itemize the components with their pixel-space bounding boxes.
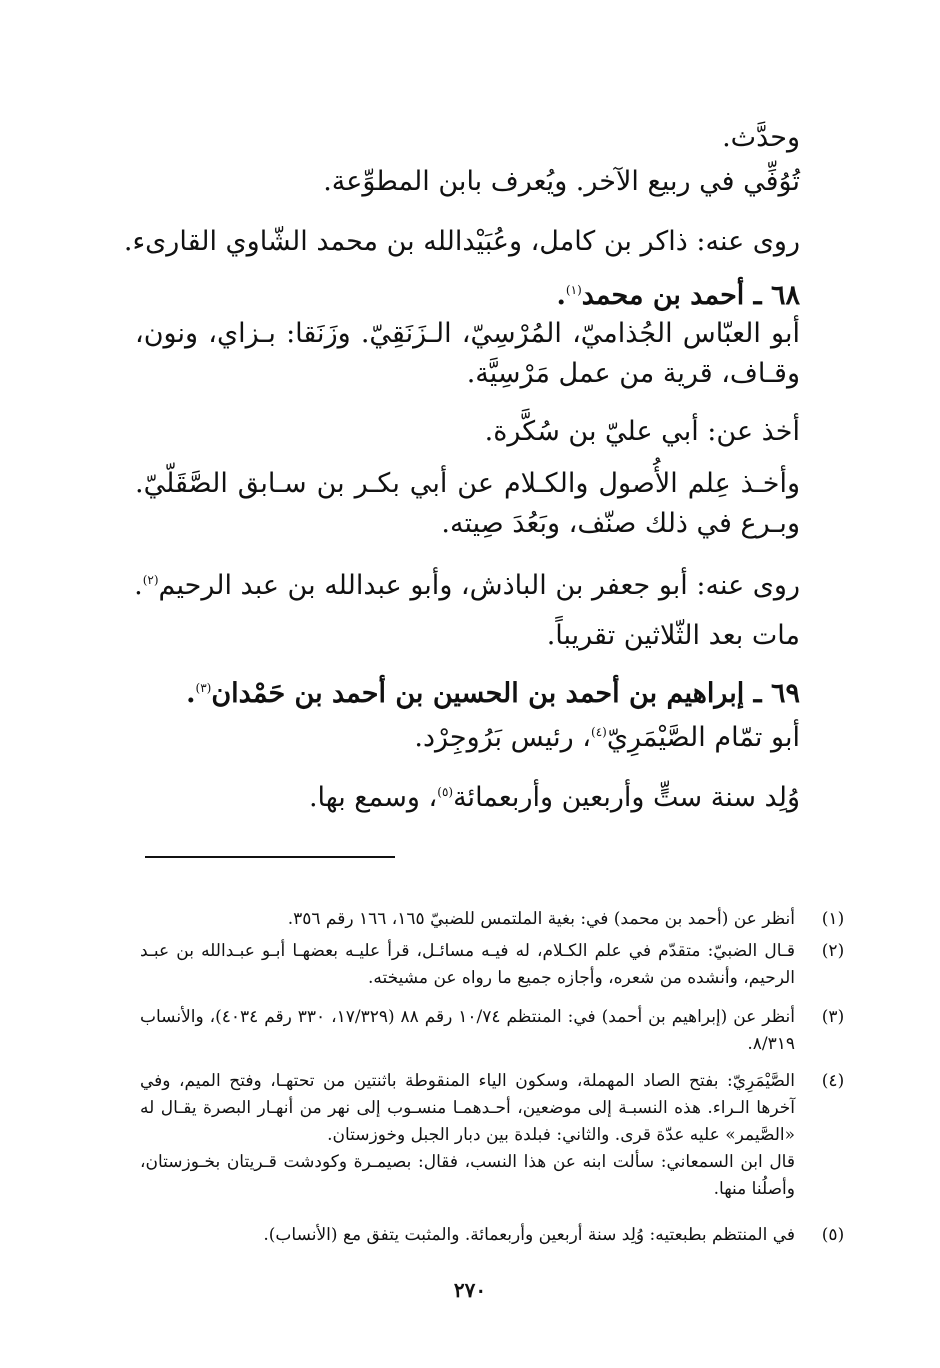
text-line: مات بعد الثّلاثين تقريباً. xyxy=(546,620,800,651)
footnote-ref: (٣) xyxy=(195,681,212,695)
entry-heading-69: ٦٩ ـ إبراهيم بن أحمد بن الحسين بن أحمد بن حَمْدان$^{(٣)}$. xyxy=(186,678,800,709)
footnote-number: (٣) xyxy=(821,1007,845,1027)
footnote-2 xyxy=(140,938,845,992)
text-line: وُلِد سنة ستٍّ وأربعين وأربعمائة$^{(٥)}$، وسمع بها. xyxy=(308,782,800,813)
footnote-number: (٢) xyxy=(821,941,845,961)
footnote-number: (٤) xyxy=(821,1071,845,1091)
footnote-separator xyxy=(145,856,395,858)
footnote-number: (٥) xyxy=(821,1225,845,1245)
footnote-3 xyxy=(140,1004,845,1058)
footnote-number: (١) xyxy=(821,909,845,929)
footnote-4 xyxy=(140,1068,845,1203)
footnote-ref: (٢) xyxy=(142,573,159,587)
footnote-text: الصَّيْمَرِيّ: بفتح الصاد المهملة، وسكون الياء المنقوطة باثنتين من تحتهـا، وفتح الميم، وفي آخرها الـراء. هذه النسبـة إلى موضعين، أحـدهمـا منسـوب إلى نهر من أنهـار البصرة يقـال له «الصَّيمر» عليه عدّة قرى. والثاني: فبلدة بين دبار الجبل وخوزستان. xyxy=(140,1071,795,1145)
footnote-ref: (٥) xyxy=(437,785,454,799)
footnote-ref: (٤) xyxy=(591,725,607,739)
footnote-text: في المنتظم بطبعتيه: وُلِد سنة أربعين وأربعمائة. والمثبت يتفق مع (الأنساب). xyxy=(263,1225,795,1245)
text-line: تُوُفِّي في ربيع الآخر. ويُعرف بابن المطوِّعة. xyxy=(323,166,800,197)
footnote-1 xyxy=(140,906,845,933)
text-line: أخذ عن: أبي عليّ بن سُكَّرة. xyxy=(484,416,800,447)
entry-heading-68: ٦٨ ـ أحمد بن محمد$^{(١)}$. xyxy=(556,280,800,311)
footnote-text: أنظر عن (أحمد بن محمد) في: بغية الملتمس للضبيّ ١٦٥، ١٦٦ رقم ٣٥٦. xyxy=(287,909,795,929)
footnote-text: قـال الضبيّ: متقدّم في علم الكـلام، له فيـه مسائـل، قرأ عليـه بعضهـا أبـو عبـدالله بن عبـد الرحيم، وأنشده من شعره، وأجازه جميع ما رواه عن مشيخته. xyxy=(140,941,795,988)
text-line: أبو تمّام الصَّيْمَرِيّ$^{(٤)}$، رئيس بَرُوجِرْد. xyxy=(414,722,800,753)
footnote-text: أنظر عن (إبراهيم بن أحمد) في: المنتظم ١٠/٧٤ رقم ٨٨ (١٧/٣٢٩، ٣٣٠ رقم ٤٠٣٤)، والأنساب ٨/٣١٩. xyxy=(140,1007,795,1054)
text-line: روى عنه: أبو جعفر بن الباذش، وأبو عبدالله بن عبد الرحيم$^{(٢)}$. xyxy=(134,570,800,601)
page-number: ٢٧٠ xyxy=(453,1278,487,1302)
footnote-ref: (١) xyxy=(565,283,582,297)
text-line: روى عنه: ذاكر بن كامل، وعُبَيْدالله بن محمد الشّاوي القارىء. xyxy=(123,226,800,257)
text-paragraph: أبو العبّاس الجُذاميّ، المُرْسِيّ، الـزَنَقِيّ. وزَنَقا: بـزاي، ونون، وقـاف، قرية من عمل مَرْسِيَّة. xyxy=(135,318,800,389)
text-line: وحدَّث. xyxy=(722,122,800,153)
text-paragraph: وأخـذ عِلم الأُصول والكـلام عن أبي بكـر بن سـابق الصَّقَلّيّ. وبـرع في ذلك صنّف، وبَعُدَ صِيته. xyxy=(135,468,800,539)
footnote-text-continued: قال ابن السمعاني: سألت ابنه عن هذا النسب، فقال: بصيمـرة وكودشت قـريتان بخـوزستان، وأصلُنا منها. xyxy=(140,1152,795,1199)
footnote-5 xyxy=(140,1222,845,1249)
